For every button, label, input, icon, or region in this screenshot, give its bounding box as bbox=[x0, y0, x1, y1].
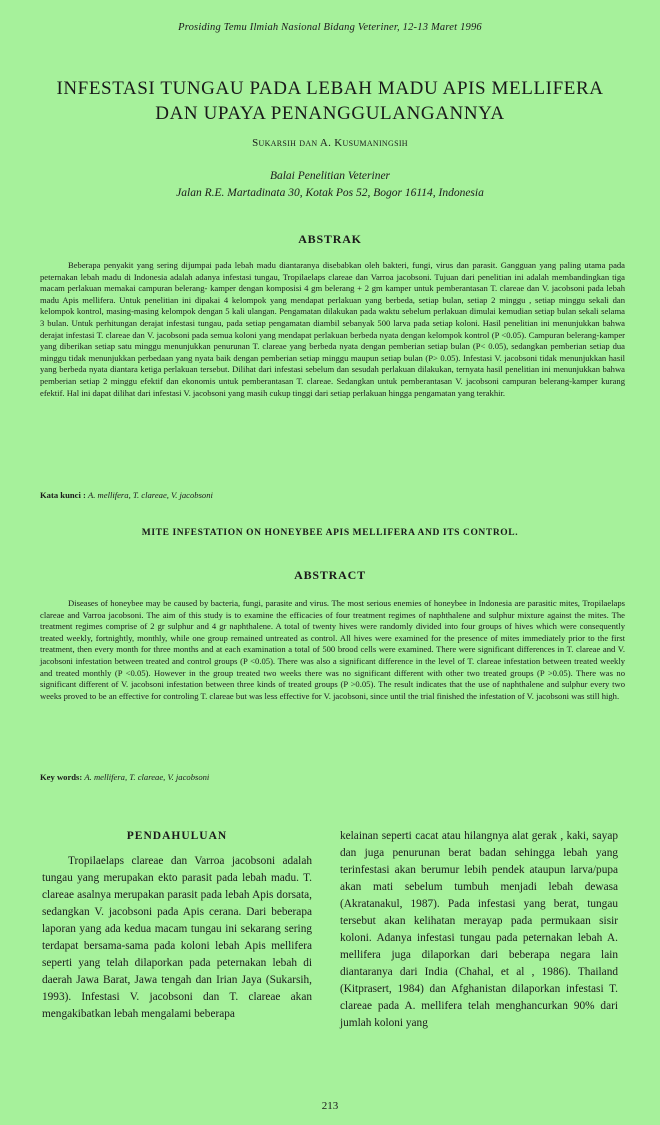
body-column-left bbox=[42, 828, 312, 1023]
abstrak-keywords-value: A. mellifera, T. clareae, V. jacobsoni bbox=[88, 490, 213, 500]
abstract-body: Diseases of honeybee may be caused by bacteria, fungi, parasite and virus. The most serious enemies of honeybee in Indonesia are parasitic mites, Tropilaelaps clareae and Varroa jacobsoni. The aim of this study is to examine the efficacies of four treatment regimes of naphthalene and sulphur mixture against the mites. The treatment regimes comprise of 2 gr sulphur and 4 gr naphthalene. A total of twenty hives were randomly divided into four groups of hives which were consequently treated weekly, fortnightly, monthly, while one group remained untreated as control. All hives were examined for the presence of mites immediately prior to the first treatment, then every month for three months and at each examination a total of 500 brood cells were examined. There were significant differences in T. clareae and V. jacobsoni infestation between treated and control groups (P <0.05). There was also a significant difference in the level of T. clareae infestation between treated weekly and treated monthly (P <0.05). However in the group treated two weeks there was no significant different with other two treated groups (P >0.05). There was no significant different of V. jacobsoni infestation between three kinds of treated groups (P >0.05). The result indicates that the use of naphthalene and sulphur every two weeks proved to be an effective for controling T. clareae but was less effective for V. jacobsoni, since until the trial finished the infestation of V. jacobsoni was still high. bbox=[40, 598, 625, 701]
abstrak-keywords bbox=[40, 490, 625, 501]
authors: Sukarsih dan A. Kusumaningsih bbox=[252, 137, 408, 149]
title-line-2: DAN UPAYA PENANGGULANGANNYA bbox=[155, 103, 505, 124]
english-title: MITE INFESTATION ON HONEYBEE APIS MELLIFERA AND ITS CONTROL. bbox=[141, 528, 519, 538]
abstract-heading: ABSTRACT bbox=[294, 568, 366, 582]
pendahuluan-paragraph-right: kelainan seperti cacat atau hilangnya alat gerak , kaki, sayap dan juga penurunan berat badan sehingga lebah yang terinfestasi akan berumur lebih pendek ataupun larva/pupa akan mati sebelum tumbuh menjadi lebah dewasa (Akratanakul, 1987). Pada infestasi yang berat, tungau tersebut akan kelihatan merayap pada permukaan sisir koloni. Adanya infestasi tungau pada peternakan lebah A. mellifera juga dilaporkan dari beberapa negara lain diantaranya dari India (Chahal, et al , 1986). Thailand (Kitprasert, 1984) dan Afghanistan dilaporkan infestasi T. clareae pada A. mellifera telah menghancurkan 90% dari jumlah koloni yang bbox=[340, 830, 618, 1029]
page-number: 213 bbox=[321, 1100, 339, 1112]
body-column-right bbox=[340, 828, 618, 1032]
running-head: Prosiding Temu Ilmiah Nasional Bidang Veteriner, 12-13 Maret 1996 bbox=[178, 22, 482, 33]
affiliation-institute: Balai Penelitian Veteriner bbox=[269, 170, 391, 182]
abstract-keywords bbox=[40, 772, 625, 783]
title-line-1: INFESTASI TUNGAU PADA LEBAH MADU APIS MELLIFERA bbox=[56, 78, 604, 99]
pendahuluan-paragraph-left: Tropilaelaps clareae dan Varroa jacobsoni adalah tungau yang merupakan ekto parasit pada lebah madu. T. clareae asalnya merupakan parasit pada lebah Apis dorsata, sedangkan V. jacobsoni pada Apis cerana. Dari beberapa laporan yang ada kedua macam tungau ini sekarang sering terdapat bersama-sama pada koloni lebah Apis mellifera seperti yang telah dilaporkan pada peternakan lebah di daerah Jawa Barat, Jawa tengah dan Irian Jaya (Sukarsih, 1993). Infestasi V. jacobsoni dan T. clareae akan mengakibatkan lebah mengalami beberapa bbox=[42, 855, 312, 1020]
abstrak-keywords-label: Kata kunci : bbox=[40, 490, 86, 500]
abstract-keywords-label: Key words: bbox=[40, 772, 83, 782]
abstrak-heading: ABSTRAK bbox=[298, 232, 362, 246]
section-heading-pendahuluan: PENDAHULUAN bbox=[126, 830, 228, 842]
abstrak-body: Beberapa penyakit yang sering dijumpai pada lebah madu diantaranya disebabkan oleh bakteri, fungi, virus dan parasit. Gangguan yang paling utama pada peternakan lebah madu di Indonesia adalah adanya infestasi tungau, Tropilaelaps clareae dan Varroa jacobsoni. Tujuan dari penelitian ini adalah membandingkan tiga macam perlakuan memakai campuran belerang- kamper dengan komposisi 4 gm belerang + 2 gm kamper untuk pemberantasan T. clareae dan V. jacobsoni pada lebah madu Apis mellifera. Untuk penelitian ini dipakai 4 kelompok yang mendapat perlakuan yang berbeda, setiap bulan, setiap 2 minggu , setiap minggu sekali dan kelompok kontrol, masing-masing kelompok dengan 5 kali ulangan. Pengamatan dilakukan pada waktu sebelum perlakuan dimulai kemudian setiap bulan sekali selama 3 bulan. Untuk perhitungan derajat infestasi tungau, pada setiap pengamatan diambil sebanyak 500 larva pada setiap koloni. Hasil penelitian ini menunjukkan bahwa derajat infestasi T. clareae dan V. jacobsoni pada semua koloni yang mendapat perlakuan berbeda nyata dengan kelompok kontrol (P <0.05). Campuran belerang-kamper yang diberikan setiap satu minggu menunjukkan penurunan T. clareae yang berbeda nyata dengan pemberian setiap bulan (P< 0.05), sedangkan pemberian setiap dua minggu tidak menunjukkan perbedaan yang nyata baik dengan pemberian setiap minggu maupun setiap bulan (P> 0.05). Infestasi V. jacobsoni tidak menunjukkan hasil yang berbeda nyata diantara ketiga perlakuan tersebut. Dilihat dari infestasi sebelum dan sesudah perlakuan dilakukan, ternyata hasil penelitian ini menunjukkan bahwa pemberian setiap 2 minggu efektif dan ekonomis untuk pemberantasan T. clareae. Sedangkan untuk pemberantasan V. jacobsoni campuran belerang-kamper kurang efektif. Hal ini dapat dilihat dari infestasi V. jacobsoni yang masih cukup tinggi dari setiap perlakuan hingga pengamatan yang terakhir. bbox=[40, 260, 625, 398]
abstract-keywords-value: A. mellifera, T. clareae, V. jacobsoni bbox=[84, 772, 210, 782]
affiliation bbox=[0, 168, 660, 202]
paper-title bbox=[30, 76, 630, 126]
affiliation-address: Jalan R.E. Martadinata 30, Kotak Pos 52, Bogor 16114, Indonesia bbox=[176, 187, 484, 199]
